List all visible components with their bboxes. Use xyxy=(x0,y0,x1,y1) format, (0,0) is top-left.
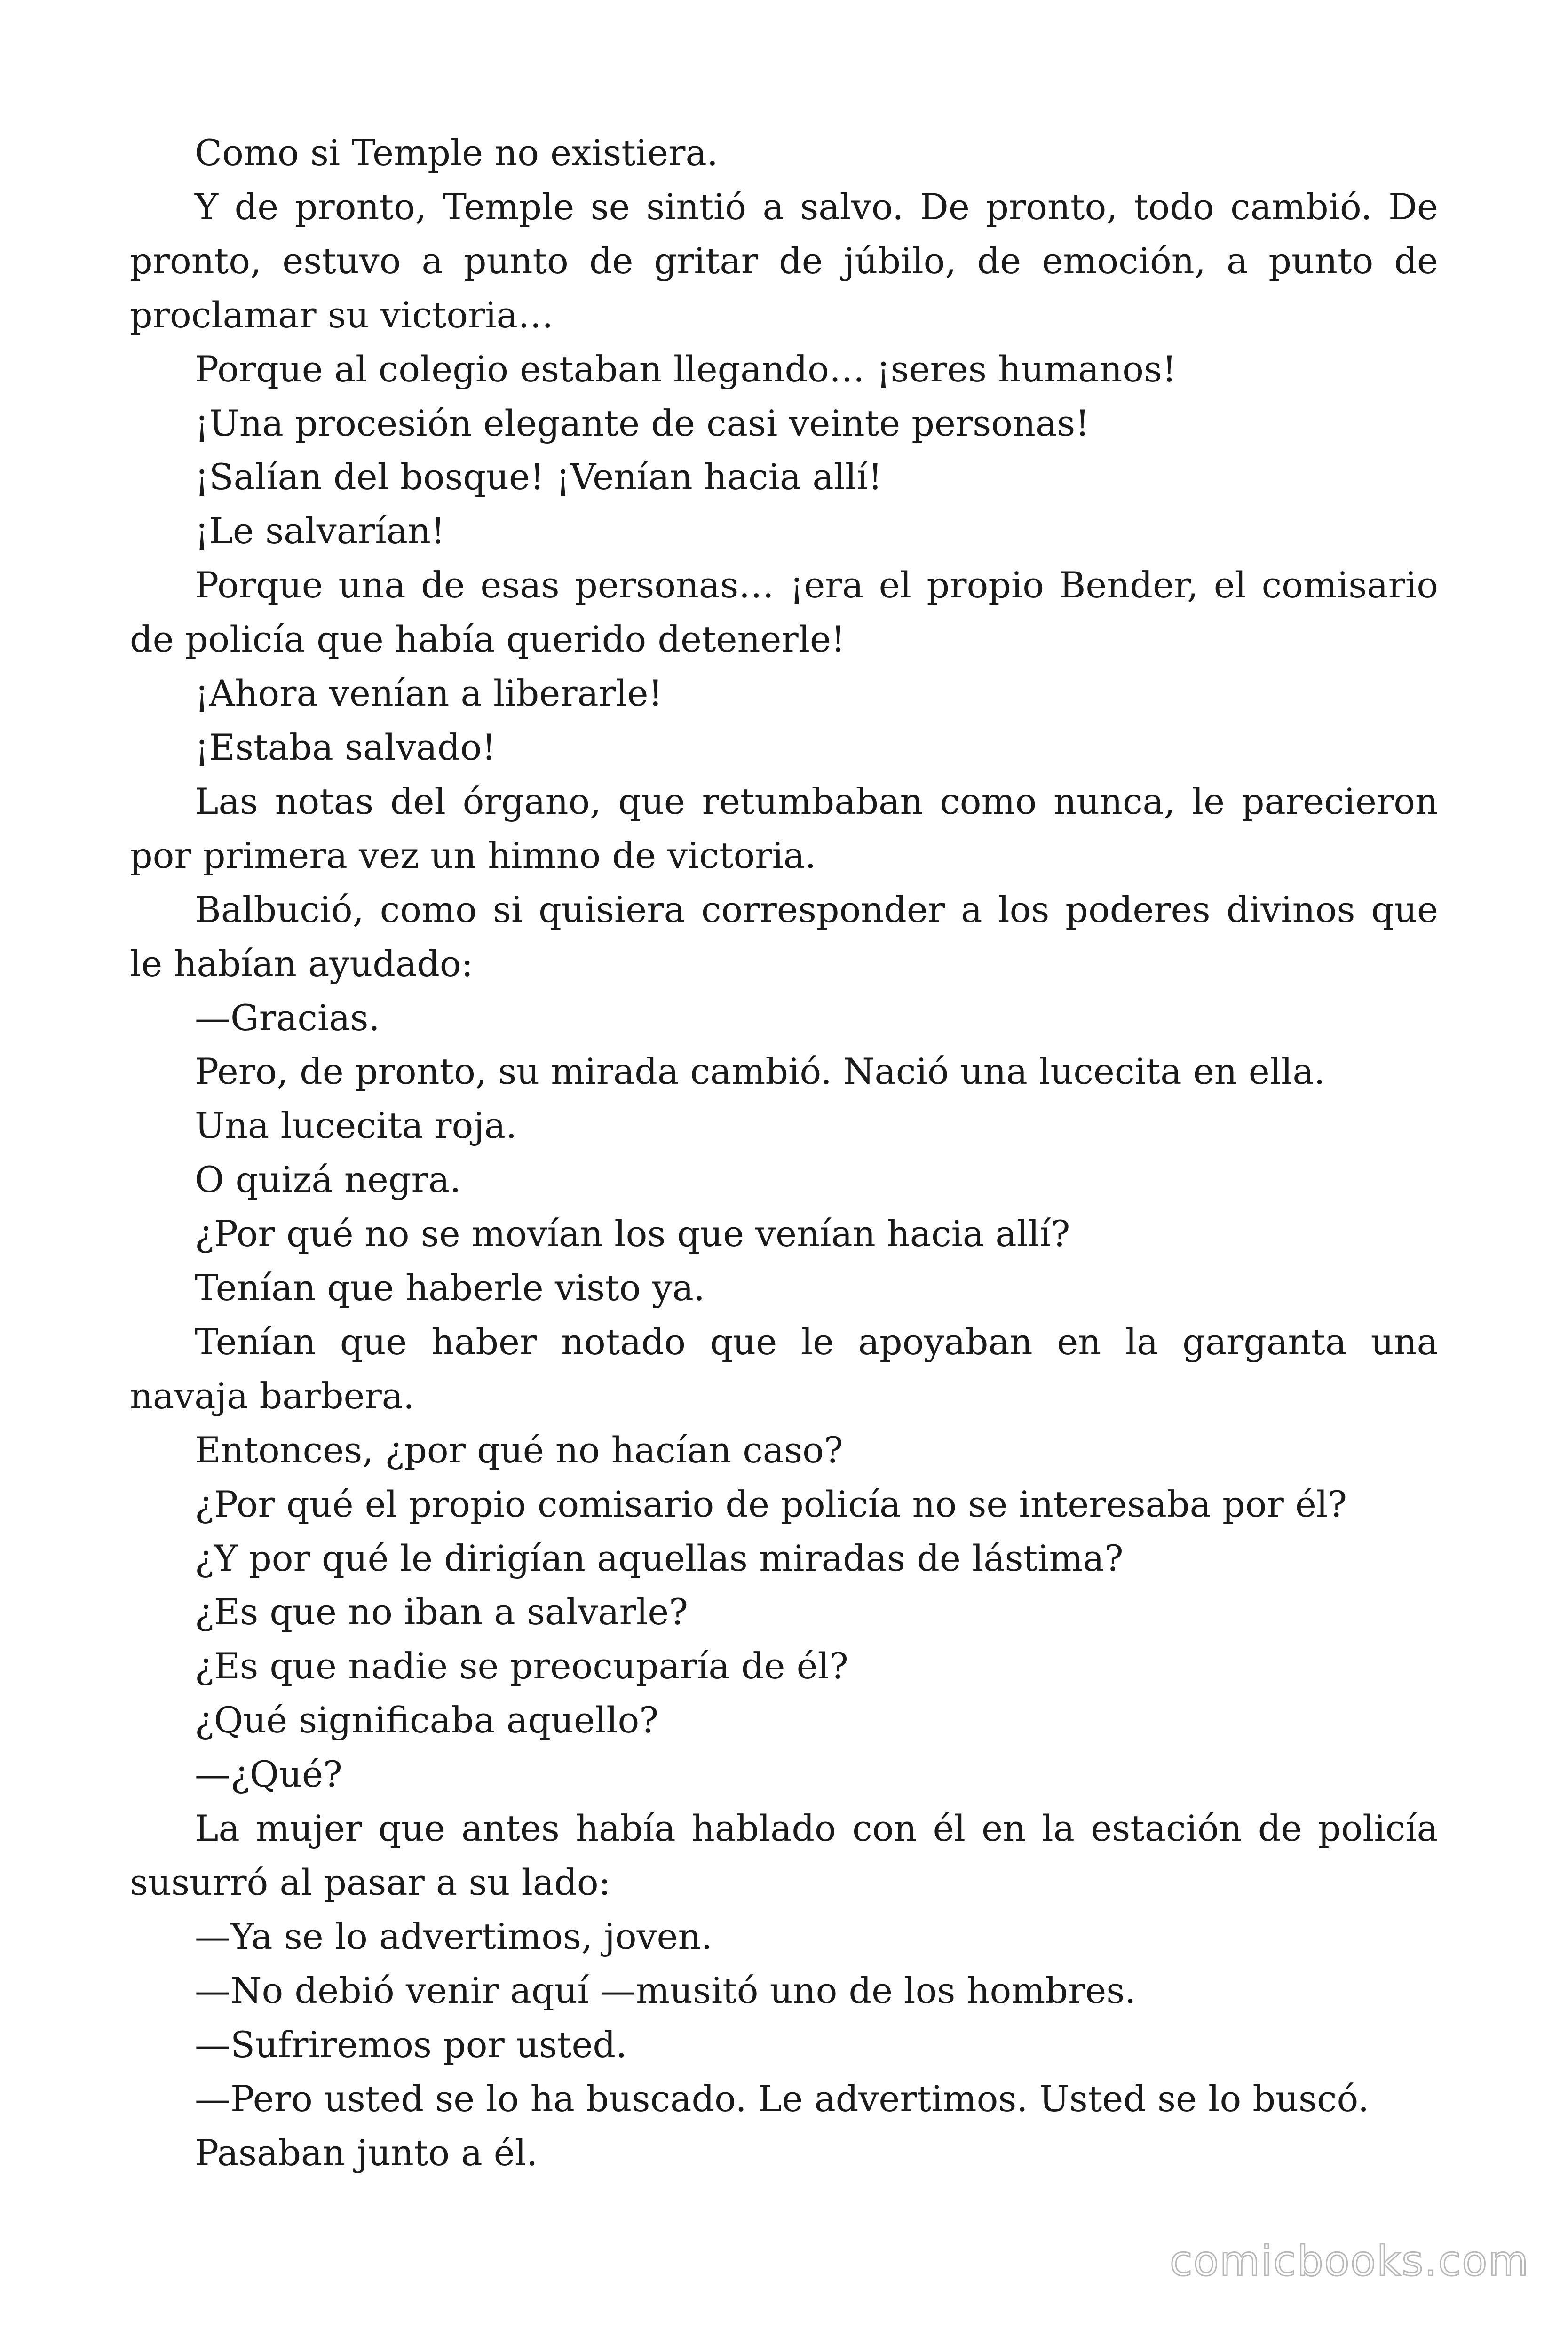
paragraph: Pero, de pronto, su mirada cambió. Nació una lucecita en ella. xyxy=(195,1050,1325,1093)
paragraph: Una lucecita roja. xyxy=(195,1104,517,1147)
paragraph: Porque una de esas personas… ¡era el propio Bender, el comisario de policía que había querido detenerle! xyxy=(130,564,1438,660)
body-text xyxy=(130,126,1438,2180)
paragraph: ¿Por qué no se movían los que venían hacia allí? xyxy=(195,1213,1070,1255)
paragraph: ¿Por qué el propio comisario de policía no se interesaba por él? xyxy=(195,1483,1347,1525)
paragraph: Como si Temple no existiera. xyxy=(195,132,718,174)
paragraph: Pasaban junto a él. xyxy=(195,2131,538,2174)
paragraph: Y de pronto, Temple se sintió a salvo. De pronto, todo cambió. De pronto, estuvo a punto de gritar de júbilo, de emoción, a punto de proclamar su victoria… xyxy=(130,185,1438,336)
paragraph: Tenían que haberle visto ya. xyxy=(195,1267,705,1309)
paragraph: ¿Qué significaba aquello? xyxy=(195,1699,659,1741)
paragraph: —Ya se lo advertimos, joven. xyxy=(195,1915,713,1957)
paragraph: Entonces, ¿por qué no hacían caso? xyxy=(195,1429,843,1471)
paragraph: —No debió venir aquí —musitó uno de los hombres. xyxy=(195,1969,1136,2011)
paragraph: La mujer que antes había hablado con él en la estación de policía susurró al pasar a su lado: xyxy=(130,1807,1438,1903)
watermark-logo: comicbooks.com xyxy=(1169,2237,1529,2285)
paragraph: —Sufriremos por usted. xyxy=(195,2023,627,2066)
paragraph: ¡Ahora venían a liberarle! xyxy=(195,672,663,715)
paragraph: ¡Le salvarían! xyxy=(195,510,445,552)
paragraph: ¿Es que nadie se preocuparía de él? xyxy=(195,1645,848,1687)
paragraph: —Gracias. xyxy=(195,996,380,1039)
paragraph: Tenían que haber notado que le apoyaban en la garganta una navaja barbera. xyxy=(130,1320,1438,1417)
paragraph: Porque al colegio estaban llegando… ¡seres humanos! xyxy=(195,348,1177,390)
paragraph: —¿Qué? xyxy=(195,1753,342,1796)
paragraph: —Pero usted se lo ha buscado. Le advertimos. Usted se lo buscó. xyxy=(195,2077,1370,2120)
paragraph: Balbució, como si quisiera corresponder a los poderes divinos que le habían ayudado: xyxy=(130,888,1438,985)
paragraph: ¡Salían del bosque! ¡Venían hacia allí! xyxy=(195,456,883,498)
paragraph: Las notas del órgano, que retumbaban como nunca, le parecieron por primera vez un himno de victoria. xyxy=(130,780,1438,876)
paragraph: ¡Estaba salvado! xyxy=(195,726,496,768)
paragraph: O quizá negra. xyxy=(195,1159,461,1201)
paragraph: ¿Y por qué le dirigían aquellas miradas de lástima? xyxy=(195,1537,1124,1579)
paragraph: ¡Una procesión elegante de casi veinte personas! xyxy=(195,402,1090,444)
paragraph: ¿Es que no iban a salvarle? xyxy=(195,1591,689,1633)
